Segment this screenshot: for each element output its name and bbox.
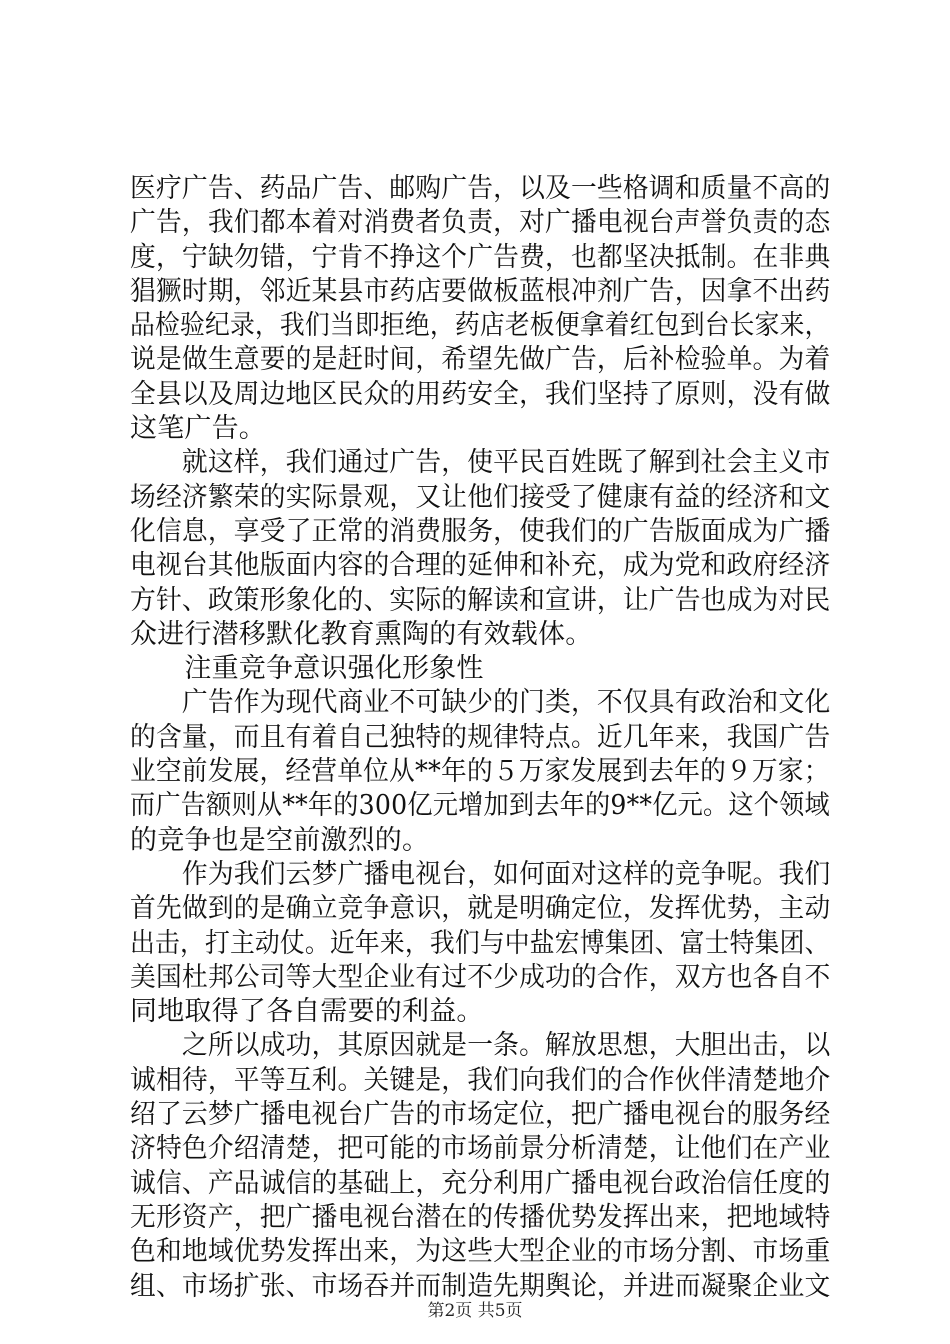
paragraph xyxy=(130,446,830,652)
paragraph xyxy=(130,858,830,1029)
text-line: 色和地域优势发挥出来，为这些大型企业的市场分割、市场重 xyxy=(130,1236,831,1268)
text-line: 医疗广告、药品广告、邮购广告，以及一些格调和质量不高的 xyxy=(130,173,831,204)
text-line: 业空前发展，经营单位从**年的５万家发展到去年的９万家； xyxy=(130,756,830,788)
text-line: 首先做到的是确立竞争意识，就是明确定位，发挥优势，主动 xyxy=(130,893,831,925)
text-line: 无形资产，把广播电视台潜在的传播优势发挥出来，把地域特 xyxy=(130,1201,831,1233)
text-line: 同地取得了各自需要的利益。 xyxy=(130,996,484,1028)
text-line: 的竞争也是空前激烈的。 xyxy=(130,824,430,856)
text-line: 品检验纪录，我们当即拒绝，药店老板便拿着红包到台长家来， xyxy=(130,310,830,342)
text-line: 广告，我们都本着对消费者负责，对广播电视台声誉负责的态 xyxy=(130,207,831,239)
text-line: 度，宁缺勿错，宁肯不挣这个广告费，也都坚决抵制。在非典 xyxy=(130,241,831,273)
text-line: 绍了云梦广播电视台广告的市场定位，把广播电视台的服务经 xyxy=(130,1099,831,1131)
text-line: 就这样，我们通过广告，使平民百姓既了解到社会主义市 xyxy=(130,447,831,479)
paragraph xyxy=(130,172,830,446)
text-line: 诚相待，平等互利。关键是，我们向我们的合作伙伴清楚地介 xyxy=(130,1064,831,1096)
text-line: 全县以及周边地区民众的用药安全，我们坚持了原则，没有做 xyxy=(130,378,831,410)
text-line: 电视台其他版面内容的合理的延伸和补充，成为党和政府经济 xyxy=(130,550,831,582)
text-line: 的含量，而且有着自己独特的规律特点。近几年来，我国广告 xyxy=(130,721,831,753)
text-line: 说是做生意要的是赶时间，希望先做广告，后补检验单。为着 xyxy=(130,344,831,376)
paragraph xyxy=(130,1029,830,1303)
text-line: 广告作为现代商业不可缺少的门类，不仅具有政治和文化 xyxy=(130,687,831,719)
text-line: 注重竞争意识强化形象性 xyxy=(130,653,484,685)
text-line: 之所以成功，其原因就是一条。解放思想，大胆出击，以 xyxy=(130,1030,831,1062)
text-line: 猖獗时期，邻近某县市药店要做板蓝根冲剂广告，因拿不出药 xyxy=(130,275,831,307)
text-line: 诚信、产品诚信的基础上，充分利用广播电视台政治信任度的 xyxy=(130,1167,831,1199)
text-line: 众进行潜移默化教育熏陶的有效载体。 xyxy=(130,618,593,650)
text-line: 这笔广告。 xyxy=(130,413,266,445)
text-line: 而广告额则从**年的300亿元增加到去年的9**亿元。这个领域 xyxy=(130,790,830,822)
paragraph xyxy=(130,652,830,686)
text-line: 场经济繁荣的实际景观，又让他们接受了健康有益的经济和文 xyxy=(130,481,831,513)
text-line: 方针、政策形象化的、实际的解读和宣讲，让广告也成为对民 xyxy=(130,584,831,616)
text-line: 组、市场扩张、市场吞并而制造先期舆论，并进而凝聚企业文 xyxy=(130,1270,831,1302)
text-line: 作为我们云梦广播电视台，如何面对这样的竞争呢。我们 xyxy=(130,858,831,890)
text-line: 化信息，享受了正常的消费服务，使我们的广告版面成为广播 xyxy=(130,515,831,547)
page-footer: 第2页 共5页 xyxy=(427,1301,523,1321)
document-body xyxy=(130,172,830,1304)
text-line: 美国杜邦公司等大型企业有过不少成功的合作，双方也各自不 xyxy=(130,961,831,993)
paragraph xyxy=(130,686,830,857)
text-line: 济特色介绍清楚，把可能的市场前景分析清楚，让他们在产业 xyxy=(130,1133,831,1165)
text-line: 出击，打主动仗。近年来，我们与中盐宏博集团、富士特集团、 xyxy=(130,927,830,959)
